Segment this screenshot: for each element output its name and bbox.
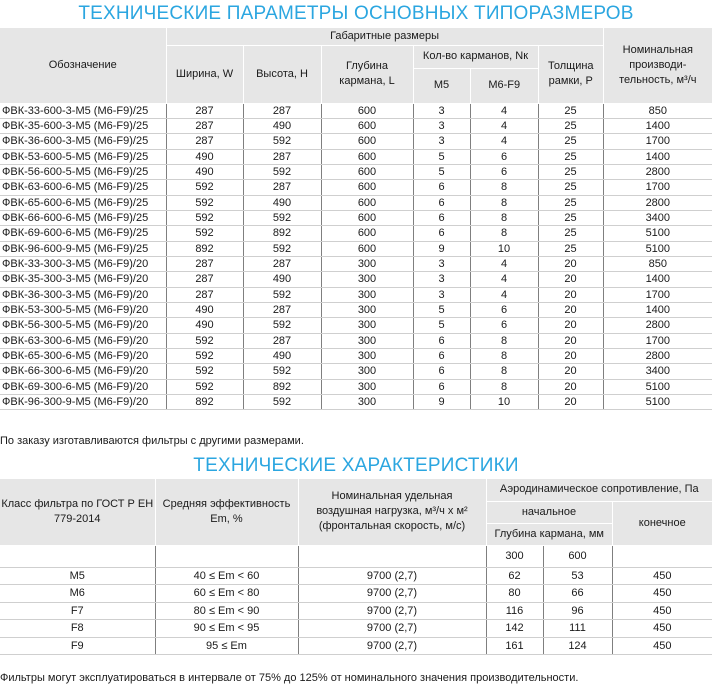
table-cell: 9700 (2,7) <box>298 602 486 620</box>
table-row <box>0 585 712 603</box>
table-cell: 4 <box>470 118 538 133</box>
table-cell: 300 <box>321 364 413 379</box>
table-cell: 5100 <box>603 395 712 410</box>
section-title-parameters: ТЕХНИЧЕСКИЕ ПАРАМЕТРЫ ОСНОВНЫХ ТИПОРАЗМЕРОВ <box>78 3 634 24</box>
table-cell: 490 <box>243 349 321 364</box>
table-cell: 490 <box>243 118 321 133</box>
table-cell: 20 <box>538 349 603 364</box>
table-cell: 1700 <box>603 287 712 302</box>
table-cell: ФВК-33-600-3-M5 (M6-F9)/25 <box>0 103 166 118</box>
table-cell: 20 <box>538 272 603 287</box>
table-cell: M6 <box>0 585 155 603</box>
table-cell: 300 <box>321 318 413 333</box>
table-cell: 20 <box>538 318 603 333</box>
header-spacer-3 <box>298 545 486 567</box>
table-cell: ФВК-65-600-6-M5 (M6-F9)/25 <box>0 195 166 210</box>
table-cell: 592 <box>243 287 321 302</box>
table-cell: 5 <box>413 149 470 164</box>
table-row <box>0 134 712 149</box>
table-cell: 25 <box>538 180 603 195</box>
table-cell: 5100 <box>603 379 712 394</box>
table-cell: 111 <box>543 620 612 638</box>
table-cell: 2800 <box>603 164 712 179</box>
table-cell: 490 <box>243 272 321 287</box>
table-cell: 25 <box>538 164 603 179</box>
table-cell: 40 ≤ Em < 60 <box>155 567 298 585</box>
header-m6f9: M6-F9 <box>470 68 538 103</box>
table-cell: 124 <box>543 637 612 655</box>
table-row <box>0 379 712 394</box>
table-cell: 300 <box>321 333 413 348</box>
table-cell: 3 <box>413 118 470 133</box>
table-row <box>0 333 712 348</box>
table-cell: 66 <box>543 585 612 603</box>
table-cell: 592 <box>243 241 321 256</box>
table-cell: 4 <box>470 272 538 287</box>
table-cell: 287 <box>243 333 321 348</box>
table-cell: 287 <box>166 118 243 133</box>
table-cell: 592 <box>166 349 243 364</box>
table-row <box>0 210 712 225</box>
table-cell: 490 <box>166 302 243 317</box>
parameters-table <box>0 28 712 410</box>
table-cell: 25 <box>538 226 603 241</box>
table-cell: 600 <box>321 118 413 133</box>
table-cell: ФВК-56-300-5-M5 (M6-F9)/20 <box>0 318 166 333</box>
header-dimensions-group: Габаритные размеры <box>166 28 603 45</box>
table-cell: 8 <box>470 379 538 394</box>
table-cell: 6 <box>470 318 538 333</box>
table-row <box>0 103 712 118</box>
table-cell: 25 <box>538 118 603 133</box>
table-cell: 20 <box>538 364 603 379</box>
table-cell: 80 <box>486 585 543 603</box>
table-cell: 142 <box>486 620 543 638</box>
table-cell: 592 <box>243 364 321 379</box>
table-cell: F9 <box>0 637 155 655</box>
table-cell: 592 <box>166 180 243 195</box>
table-cell: 20 <box>538 287 603 302</box>
table-cell: 4 <box>470 256 538 271</box>
table-row <box>0 602 712 620</box>
table-cell: ФВК-69-600-6-M5 (M6-F9)/25 <box>0 226 166 241</box>
header-spacer-2 <box>155 545 298 567</box>
characteristics-table <box>0 479 712 655</box>
table-cell: 9700 (2,7) <box>298 567 486 585</box>
table-cell: 161 <box>486 637 543 655</box>
table-row <box>0 180 712 195</box>
table-cell: 6 <box>470 164 538 179</box>
header-height: Высота, H <box>243 45 321 103</box>
table-cell: 592 <box>243 134 321 149</box>
section-title-characteristics: ТЕХНИЧЕСКИЕ ХАРАКТЕРИСТИКИ <box>193 455 519 476</box>
table-row <box>0 195 712 210</box>
table-cell: 287 <box>243 149 321 164</box>
table-cell: 8 <box>470 349 538 364</box>
header-spacer-4 <box>612 545 712 567</box>
table-cell: 592 <box>166 226 243 241</box>
header-spacer-1 <box>0 545 155 567</box>
table-cell: 892 <box>243 226 321 241</box>
table-cell: 4 <box>470 103 538 118</box>
table-cell: 850 <box>603 103 712 118</box>
table-cell: 9700 (2,7) <box>298 620 486 638</box>
table-cell: ФВК-66-600-6-M5 (M6-F9)/25 <box>0 210 166 225</box>
table-cell: 592 <box>166 210 243 225</box>
table-cell: 592 <box>166 333 243 348</box>
header-m5: M5 <box>413 68 470 103</box>
table-cell: 3 <box>413 287 470 302</box>
table-cell: 600 <box>321 149 413 164</box>
table-cell: 490 <box>166 149 243 164</box>
table-cell: 6 <box>413 226 470 241</box>
table-cell: 600 <box>321 103 413 118</box>
table-cell: 5100 <box>603 241 712 256</box>
table-cell: 5 <box>413 164 470 179</box>
header-width: Ширина, W <box>166 45 243 103</box>
header-pocket-depth: Глубина кармана, L <box>321 45 413 103</box>
table-cell: 490 <box>243 195 321 210</box>
table-cell: 8 <box>470 195 538 210</box>
table-cell: 3 <box>413 134 470 149</box>
table-cell: 850 <box>603 256 712 271</box>
table-cell: 9700 (2,7) <box>298 585 486 603</box>
header-initial: начальное <box>486 501 612 523</box>
table-cell: ФВК-69-300-6-M5 (M6-F9)/20 <box>0 379 166 394</box>
table-row <box>0 118 712 133</box>
table-cell: 2800 <box>603 349 712 364</box>
header-air-load: Номинальная удельная воздушная нагрузка, м³/ч х м² (фронтальная скорость, м/с) <box>298 479 486 545</box>
table-cell: 287 <box>166 256 243 271</box>
table-cell: 592 <box>166 379 243 394</box>
header-pocket-depth-mm: Глубина кармана, мм <box>486 523 612 545</box>
table-cell: 10 <box>470 241 538 256</box>
table-cell: 450 <box>612 585 712 603</box>
header-pocket-count: Кол-во карманов, Nк <box>413 45 538 68</box>
table-cell: 287 <box>166 272 243 287</box>
table-row <box>0 567 712 585</box>
table-cell: 8 <box>470 226 538 241</box>
table-cell: 892 <box>243 379 321 394</box>
table-cell: 8 <box>470 210 538 225</box>
table-cell: 287 <box>243 302 321 317</box>
table-cell: 450 <box>612 602 712 620</box>
table-cell: 25 <box>538 103 603 118</box>
table-cell: 3400 <box>603 210 712 225</box>
table-cell: 592 <box>166 364 243 379</box>
table-cell: 3400 <box>603 364 712 379</box>
table-cell: 600 <box>321 195 413 210</box>
table-cell: 6 <box>413 364 470 379</box>
table-cell: 8 <box>470 364 538 379</box>
table-cell: 2800 <box>603 195 712 210</box>
table-cell: 1700 <box>603 180 712 195</box>
table-cell: 892 <box>166 241 243 256</box>
table-cell: 4 <box>470 287 538 302</box>
table-cell: 62 <box>486 567 543 585</box>
table-cell: ФВК-96-300-9-M5 (M6-F9)/20 <box>0 395 166 410</box>
table-cell: 450 <box>612 620 712 638</box>
table-cell: 60 ≤ Em < 80 <box>155 585 298 603</box>
table-cell: 9 <box>413 241 470 256</box>
table-cell: 6 <box>413 195 470 210</box>
table-cell: 600 <box>321 164 413 179</box>
table-cell: 300 <box>321 287 413 302</box>
table-cell: ФВК-53-600-5-M5 (M6-F9)/25 <box>0 149 166 164</box>
table-cell: F8 <box>0 620 155 638</box>
header-filter-class: Класс фильтра по ГОСТ Р ЕН 779-2014 <box>0 479 155 545</box>
table-cell: 287 <box>243 103 321 118</box>
table-cell: 9 <box>413 395 470 410</box>
table-row <box>0 349 712 364</box>
table-cell: 300 <box>321 349 413 364</box>
table-cell: ФВК-66-300-6-M5 (M6-F9)/20 <box>0 364 166 379</box>
table-cell: 80 ≤ Em < 90 <box>155 602 298 620</box>
table-cell: 592 <box>243 318 321 333</box>
table-cell: 5 <box>413 302 470 317</box>
table-cell: 95 ≤ Em <box>155 637 298 655</box>
table-cell: 116 <box>486 602 543 620</box>
table-row <box>0 256 712 271</box>
table-cell: 6 <box>413 333 470 348</box>
table-cell: ФВК-36-300-3-M5 (M6-F9)/20 <box>0 287 166 302</box>
table-cell: 300 <box>321 379 413 394</box>
table-cell: 3 <box>413 103 470 118</box>
note-operating-range: Фильтры могут эксплуатироваться в интервале от 75% до 125% от номинального значения производительности. <box>0 672 579 684</box>
table-cell: ФВК-53-300-5-M5 (M6-F9)/20 <box>0 302 166 317</box>
table-cell: 2800 <box>603 318 712 333</box>
table-cell: 6 <box>413 349 470 364</box>
header-efficiency: Средняя эффективность Em, % <box>155 479 298 545</box>
table-row <box>0 637 712 655</box>
header-capacity: Номинальная производи-тельность, м³/ч <box>603 28 712 103</box>
table-cell: 1400 <box>603 272 712 287</box>
table-cell: 300 <box>321 302 413 317</box>
table-cell: ФВК-96-600-9-M5 (M6-F9)/25 <box>0 241 166 256</box>
table-row <box>0 364 712 379</box>
table-cell: 5100 <box>603 226 712 241</box>
table-cell: ФВК-63-300-6-M5 (M6-F9)/20 <box>0 333 166 348</box>
header-designation: Обозначение <box>0 28 166 103</box>
table-cell: 3 <box>413 256 470 271</box>
table-cell: 8 <box>470 180 538 195</box>
table-cell: 1400 <box>603 118 712 133</box>
table-row <box>0 395 712 410</box>
table-cell: 592 <box>166 195 243 210</box>
table-cell: 592 <box>243 210 321 225</box>
table-cell: 600 <box>321 180 413 195</box>
table-cell: 450 <box>612 637 712 655</box>
table-cell: 3 <box>413 272 470 287</box>
table-cell: 892 <box>166 395 243 410</box>
table-cell: 20 <box>538 395 603 410</box>
table-cell: 1400 <box>603 149 712 164</box>
table-cell: 287 <box>243 256 321 271</box>
table-cell: 592 <box>243 164 321 179</box>
table-cell: 96 <box>543 602 612 620</box>
table-cell: ФВК-33-300-3-M5 (M6-F9)/20 <box>0 256 166 271</box>
table-cell: 300 <box>321 256 413 271</box>
table-cell: 20 <box>538 302 603 317</box>
table-cell: 53 <box>543 567 612 585</box>
table-cell: 490 <box>166 164 243 179</box>
table-row <box>0 287 712 302</box>
table-cell: ФВК-35-600-3-M5 (M6-F9)/25 <box>0 118 166 133</box>
table-cell: 300 <box>321 272 413 287</box>
table-cell: 25 <box>538 149 603 164</box>
table-cell: 4 <box>470 134 538 149</box>
header-depth-300: 300 <box>486 545 543 567</box>
table-row <box>0 302 712 317</box>
table-cell: 287 <box>166 103 243 118</box>
table-row <box>0 149 712 164</box>
table-cell: 300 <box>321 395 413 410</box>
table-cell: ФВК-36-600-3-M5 (M6-F9)/25 <box>0 134 166 149</box>
header-depth-600: 600 <box>543 545 612 567</box>
table-row <box>0 241 712 256</box>
table-cell: 490 <box>166 318 243 333</box>
table-cell: 287 <box>166 287 243 302</box>
table-cell: 600 <box>321 226 413 241</box>
table-cell: 287 <box>243 180 321 195</box>
table-cell: 25 <box>538 210 603 225</box>
table-cell: 450 <box>612 567 712 585</box>
table-row <box>0 272 712 287</box>
table-row <box>0 226 712 241</box>
table-row <box>0 164 712 179</box>
table-cell: ФВК-65-300-6-M5 (M6-F9)/20 <box>0 349 166 364</box>
table-cell: ФВК-56-600-5-M5 (M6-F9)/25 <box>0 164 166 179</box>
table-row <box>0 620 712 638</box>
table-cell: 9700 (2,7) <box>298 637 486 655</box>
table-cell: 25 <box>538 134 603 149</box>
table-cell: 20 <box>538 333 603 348</box>
table-cell: ФВК-35-300-3-M5 (M6-F9)/20 <box>0 272 166 287</box>
table-cell: 25 <box>538 195 603 210</box>
header-frame-thickness: Толщина рамки, P <box>538 45 603 103</box>
table-cell: 90 ≤ Em < 95 <box>155 620 298 638</box>
table-cell: F7 <box>0 602 155 620</box>
table-cell: 6 <box>470 149 538 164</box>
table-cell: 1400 <box>603 302 712 317</box>
header-final: конечное <box>612 501 712 545</box>
table-cell: 600 <box>321 241 413 256</box>
table-cell: 287 <box>166 134 243 149</box>
table-cell: 8 <box>470 333 538 348</box>
table-cell: ФВК-63-600-6-M5 (M6-F9)/25 <box>0 180 166 195</box>
table-cell: 25 <box>538 241 603 256</box>
header-resistance-group: Аэродинамическое сопротивление, Па <box>486 479 712 501</box>
table-cell: 600 <box>321 210 413 225</box>
table-cell: 592 <box>243 395 321 410</box>
note-custom-sizes: По заказу изготавливаются фильтры с другими размерами. <box>0 435 304 447</box>
table-row <box>0 318 712 333</box>
table-cell: 6 <box>413 180 470 195</box>
table-cell: M5 <box>0 567 155 585</box>
table-cell: 10 <box>470 395 538 410</box>
table-cell: 6 <box>470 302 538 317</box>
table-cell: 1700 <box>603 333 712 348</box>
table-cell: 600 <box>321 134 413 149</box>
table-cell: 20 <box>538 379 603 394</box>
table-cell: 1700 <box>603 134 712 149</box>
table-cell: 5 <box>413 318 470 333</box>
table-cell: 20 <box>538 256 603 271</box>
table-cell: 6 <box>413 210 470 225</box>
table-cell: 6 <box>413 379 470 394</box>
